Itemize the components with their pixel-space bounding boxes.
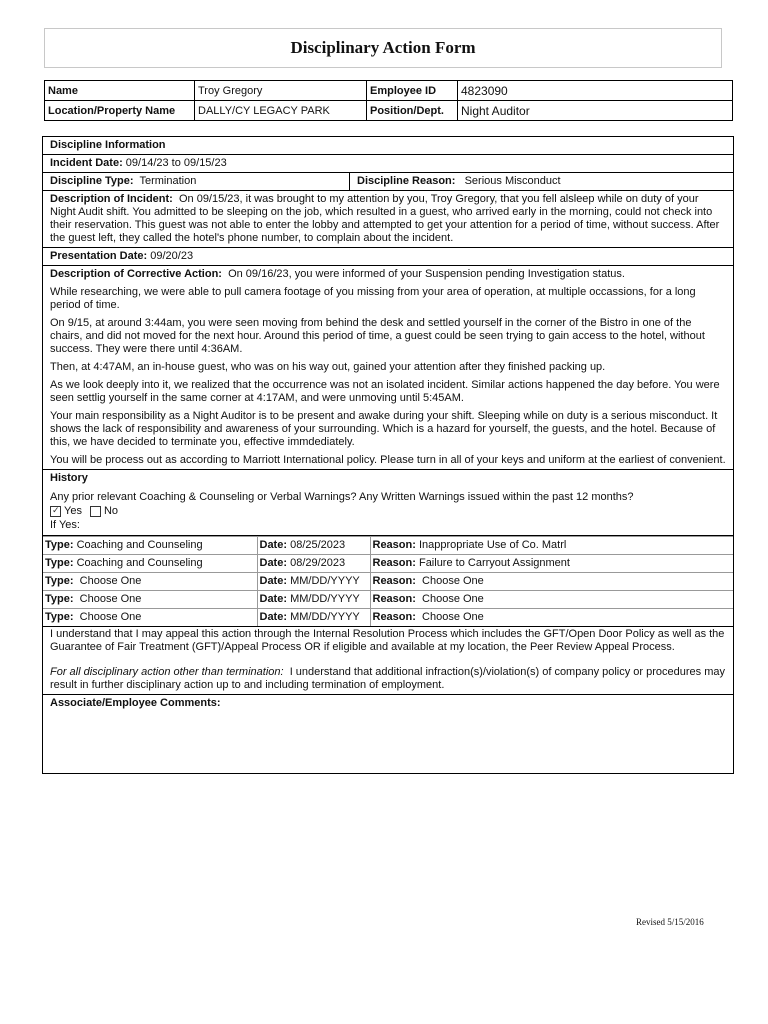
history-reason-cell[interactable] bbox=[370, 573, 733, 591]
type-label: Type: bbox=[45, 611, 74, 623]
history-entry bbox=[43, 537, 733, 555]
history-table bbox=[43, 536, 733, 626]
date-label: Date: bbox=[259, 575, 288, 587]
history-entry bbox=[43, 609, 733, 627]
discipline-type-cell bbox=[43, 173, 350, 190]
no-label: No bbox=[103, 505, 119, 517]
discipline-type-field[interactable]: Termination bbox=[139, 175, 197, 187]
employee-id-label: Employee ID bbox=[367, 81, 458, 101]
corrective-action-row bbox=[43, 266, 733, 470]
yes-checkbox[interactable] bbox=[50, 506, 61, 517]
position-label: Position/Dept. bbox=[367, 101, 458, 121]
history-title: History bbox=[50, 472, 88, 484]
corrective-paragraph[interactable]: Then, at 4:47AM, an in-house guest, who was on his way out, gained your attention after they finished packing up. bbox=[50, 361, 606, 373]
comments-label: Associate/Employee Comments: bbox=[50, 697, 221, 709]
corrective-action-label: Description of Corrective Action: bbox=[50, 268, 222, 280]
incident-description-text[interactable]: On 09/15/23, it was brought to my attention by you, Troy Gregory, that you fell alsleep while on duty of your Night Audit shift. You admitted to be sleeping on the job, which resulted in a guest, who arrived early in the morning, could not check into their reservation. This guest was not able to enter the lobby and attempted to get your attention for a period of time, without success. After the guest left, they called the hotel's phone number, to complain about the incident. bbox=[50, 193, 720, 244]
history-date-cell[interactable] bbox=[257, 573, 370, 591]
title-box bbox=[44, 28, 722, 68]
employee-row-2 bbox=[45, 101, 733, 121]
date-label: Date: bbox=[259, 557, 288, 569]
type-label: Type: bbox=[45, 557, 74, 569]
history-reason: Inappropriate Use of Co. Matrl bbox=[418, 539, 567, 551]
history-reason: Failure to Carryout Assignment bbox=[418, 557, 570, 569]
incident-date-label: Incident Date: bbox=[50, 157, 123, 169]
history-entry bbox=[43, 555, 733, 573]
comments-section[interactable] bbox=[43, 695, 733, 773]
incident-description-label: Description of Incident: bbox=[50, 193, 173, 205]
history-date: MM/DD/YYYY bbox=[290, 575, 360, 587]
discipline-type-row bbox=[43, 173, 733, 191]
history-reason-cell[interactable] bbox=[370, 591, 733, 609]
history-entry bbox=[43, 591, 733, 609]
position-field[interactable]: Night Auditor bbox=[458, 101, 733, 121]
history-type-cell[interactable] bbox=[43, 609, 257, 627]
history-date: 08/25/2023 bbox=[290, 539, 346, 551]
history-table-row bbox=[43, 536, 733, 627]
location-field[interactable]: DALLY/CY LEGACY PARK bbox=[195, 101, 367, 121]
if-yes-label: If Yes: bbox=[50, 519, 80, 531]
history-reason-cell[interactable] bbox=[370, 537, 733, 555]
corrective-paragraph[interactable]: On 9/15, at around 3:44am, you were seen moving from behind the desk and settled yourself in the corner of the Bistro in one of the chairs, and did not moved for the next hour. Around this period of time, a guest could be seen trying to gain access to the hotel, without success. They were there until 4:36AM. bbox=[50, 317, 705, 355]
corrective-paragraph[interactable]: You will be process out as according to Marriott International policy. Please turn in all of your keys and uniform at the earliest of convenient. bbox=[50, 454, 726, 466]
appeal-text: I understand that I may appeal this action through the Internal Resolution Process which includes the GFT/Open Door Policy as well as the Guarantee of Fair Treatment (GFT)/Appeal Process OR if eligible and available at my location, the Peer Review Appeal Process. bbox=[50, 628, 725, 653]
presentation-date-row bbox=[43, 248, 733, 266]
appeal-section bbox=[43, 627, 733, 695]
name-label: Name bbox=[45, 81, 195, 101]
type-label: Type: bbox=[45, 539, 74, 551]
discipline-reason-field[interactable]: Serious Misconduct bbox=[464, 175, 561, 187]
incident-date-field[interactable]: 09/14/23 to 09/15/23 bbox=[125, 157, 227, 169]
history-type-cell[interactable] bbox=[43, 573, 257, 591]
date-label: Date: bbox=[259, 611, 288, 623]
form-title: Disciplinary Action Form bbox=[290, 38, 476, 57]
history-reason-cell[interactable] bbox=[370, 609, 733, 627]
date-label: Date: bbox=[259, 593, 288, 605]
type-label: Type: bbox=[45, 593, 74, 605]
corrective-paragraph[interactable]: Your main responsibility as a Night Auditor is to be present and awake during your shift. Sleeping while on duty is a serious misconduct. It shows the lack of responsibility and awareness of your surrounding. Which is a hazard for yourself, the guests, and the hotel. Because of this, we have decided to terminate you, effective immdediately. bbox=[50, 410, 718, 448]
history-type: Coaching and Counseling bbox=[76, 557, 203, 569]
presentation-date-label: Presentation Date: bbox=[50, 250, 148, 262]
corrective-first-paragraph bbox=[50, 268, 726, 281]
name-field[interactable]: Troy Gregory bbox=[195, 81, 367, 101]
corrective-paragraph[interactable]: While researching, we were able to pull camera footage of you missing from your area of operation, at multiple occassions, for a long period of time. bbox=[50, 286, 696, 311]
history-reason-cell[interactable] bbox=[370, 555, 733, 573]
revised-date: Revised 5/15/2016 bbox=[636, 917, 704, 927]
history-type-cell[interactable] bbox=[43, 537, 257, 555]
type-label: Type: bbox=[45, 575, 74, 587]
yes-label: Yes bbox=[64, 505, 82, 517]
reason-label: Reason: bbox=[372, 557, 416, 569]
reason-label: Reason: bbox=[372, 611, 416, 623]
employee-info-table bbox=[44, 80, 733, 121]
history-date-cell[interactable] bbox=[257, 591, 370, 609]
presentation-date-field[interactable]: 09/20/23 bbox=[150, 250, 194, 262]
reason-label: Reason: bbox=[372, 575, 416, 587]
history-section bbox=[43, 470, 733, 536]
history-type-cell[interactable] bbox=[43, 555, 257, 573]
history-date-cell[interactable] bbox=[257, 537, 370, 555]
corrective-paragraph[interactable]: As we look deeply into it, we realized that the occurrence was not an isolated incident. Similar actions happened the day before. You were seen settlig yourself in the same corner at 4:17AM, and were unmoving until 5:45AM. bbox=[50, 379, 720, 404]
history-type: Choose One bbox=[79, 611, 142, 623]
history-type-cell[interactable] bbox=[43, 591, 257, 609]
discipline-type-label: Discipline Type: bbox=[50, 175, 134, 187]
history-reason: Choose One bbox=[422, 575, 484, 587]
location-label: Location/Property Name bbox=[45, 101, 195, 121]
employee-id-field[interactable]: 4823090 bbox=[458, 81, 733, 101]
employee-row-1 bbox=[45, 81, 733, 101]
incident-description-row bbox=[43, 191, 733, 248]
history-type: Choose One bbox=[79, 593, 142, 605]
history-question: Any prior relevant Coaching & Counseling or Verbal Warnings? Any Written Warnings issued within the past 12 months? bbox=[50, 491, 634, 503]
history-date: MM/DD/YYYY bbox=[290, 593, 360, 605]
discipline-reason-label: Discipline Reason: bbox=[357, 175, 456, 187]
reason-label: Reason: bbox=[372, 593, 416, 605]
history-options bbox=[50, 505, 726, 518]
history-reason: Choose One bbox=[422, 593, 484, 605]
reason-label: Reason: bbox=[372, 539, 416, 551]
corrective-first-text[interactable]: On 09/16/23, you were informed of your Suspension pending Investigation status. bbox=[228, 268, 625, 280]
date-label: Date: bbox=[259, 539, 288, 551]
history-type: Choose One bbox=[79, 575, 142, 587]
history-date-cell[interactable] bbox=[257, 555, 370, 573]
discipline-form bbox=[42, 136, 734, 774]
incident-date-row bbox=[43, 155, 733, 173]
history-date: 08/29/2023 bbox=[290, 557, 346, 569]
history-date: MM/DD/YYYY bbox=[290, 611, 360, 623]
non-termination-paragraph bbox=[50, 666, 726, 692]
history-reason: Choose One bbox=[422, 611, 484, 623]
discipline-section-title: Discipline Information bbox=[43, 137, 733, 155]
non-termination-text: I understand that additional infraction(s)/violation(s) of company policy or procedures may result in further disciplinary action up to and including termination of employment. bbox=[50, 666, 726, 691]
history-type: Coaching and Counseling bbox=[76, 539, 203, 551]
non-termination-label: For all disciplinary action other than termination: bbox=[50, 666, 284, 678]
history-entry bbox=[43, 573, 733, 591]
history-date-cell[interactable] bbox=[257, 609, 370, 627]
no-checkbox[interactable] bbox=[90, 506, 101, 517]
discipline-reason-cell bbox=[350, 173, 568, 190]
